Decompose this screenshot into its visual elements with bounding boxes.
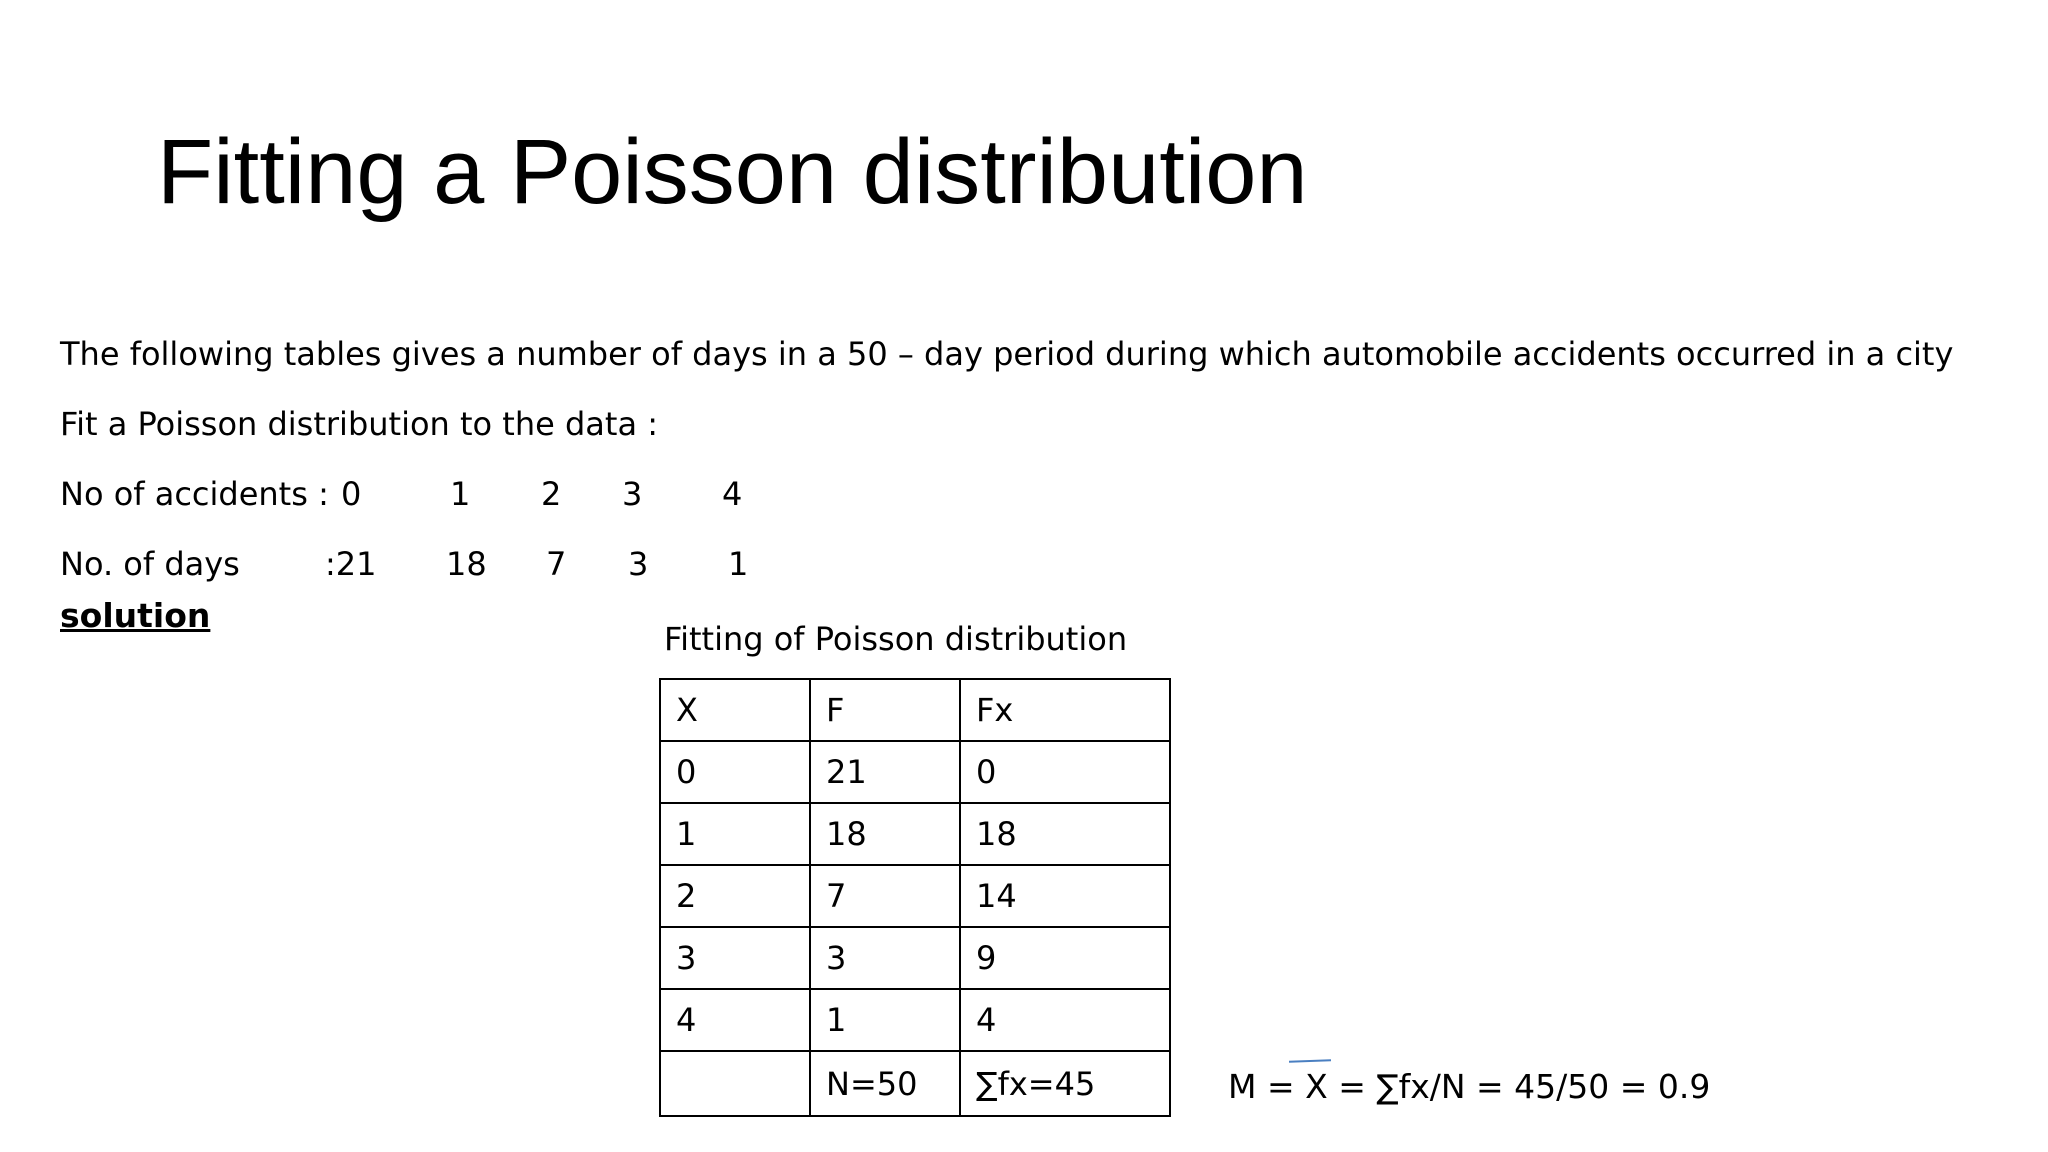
- table-cell: 1: [660, 803, 810, 865]
- mean-xbar: X: [1305, 1067, 1328, 1106]
- xbar-overline-mark: [1289, 1059, 1331, 1062]
- mean-prefix: M =: [1228, 1067, 1306, 1106]
- table-header-cell: X: [660, 679, 810, 741]
- accidents-value: 3: [622, 475, 643, 513]
- instruction-text: Fit a Poisson distribution to the data :: [60, 405, 659, 443]
- table-cell: 9: [960, 927, 1170, 989]
- days-value: 7: [546, 545, 567, 583]
- table-row: [660, 741, 1170, 803]
- table-row: [660, 865, 1170, 927]
- table-cell: 4: [960, 989, 1170, 1051]
- table-cell: 18: [810, 803, 960, 865]
- accidents-value: 2: [541, 475, 562, 513]
- days-value: :21: [325, 545, 377, 583]
- days-value: 1: [728, 545, 749, 583]
- days-value: 3: [628, 545, 649, 583]
- slide-title: Fitting a Poisson distribution: [157, 121, 1308, 223]
- poisson-fit-table: [659, 678, 1171, 1117]
- mean-calculation: = ∑fx/N = 45/50 = 0.9: [1327, 1067, 1711, 1106]
- table-row: [660, 803, 1170, 865]
- table-cell: [660, 1051, 810, 1116]
- days-value: 18: [446, 545, 487, 583]
- accidents-value: 0: [341, 475, 362, 513]
- table-row: [660, 989, 1170, 1051]
- table-header-row: [660, 679, 1170, 741]
- table-cell: 3: [810, 927, 960, 989]
- accidents-value: 1: [450, 475, 471, 513]
- table-caption: Fitting of Poisson distribution: [664, 620, 1128, 658]
- table-header-cell: Fx: [960, 679, 1170, 741]
- problem-statement: The following tables gives a number of days in a 50 – day period during which automobile accidents occurred in a city: [60, 335, 1954, 373]
- table-total-n: N=50: [810, 1051, 960, 1116]
- mean-formula: [1228, 1065, 1710, 1109]
- table-cell: 14: [960, 865, 1170, 927]
- table-cell: 2: [660, 865, 810, 927]
- days-label: No. of days: [60, 545, 240, 583]
- table-cell: 21: [810, 741, 960, 803]
- table-totals-row: [660, 1051, 1170, 1116]
- table-cell: 1: [810, 989, 960, 1051]
- table-cell: 3: [660, 927, 810, 989]
- table-cell: 0: [960, 741, 1170, 803]
- table-total-fx: ∑fx=45: [960, 1051, 1170, 1116]
- table-row: [660, 927, 1170, 989]
- accidents-value: 4: [722, 475, 743, 513]
- table-header-cell: F: [810, 679, 960, 741]
- solution-heading: solution: [60, 596, 211, 635]
- table-cell: 0: [660, 741, 810, 803]
- accidents-label: No of accidents :: [60, 475, 329, 513]
- table-cell: 7: [810, 865, 960, 927]
- table-cell: 18: [960, 803, 1170, 865]
- table-cell: 4: [660, 989, 810, 1051]
